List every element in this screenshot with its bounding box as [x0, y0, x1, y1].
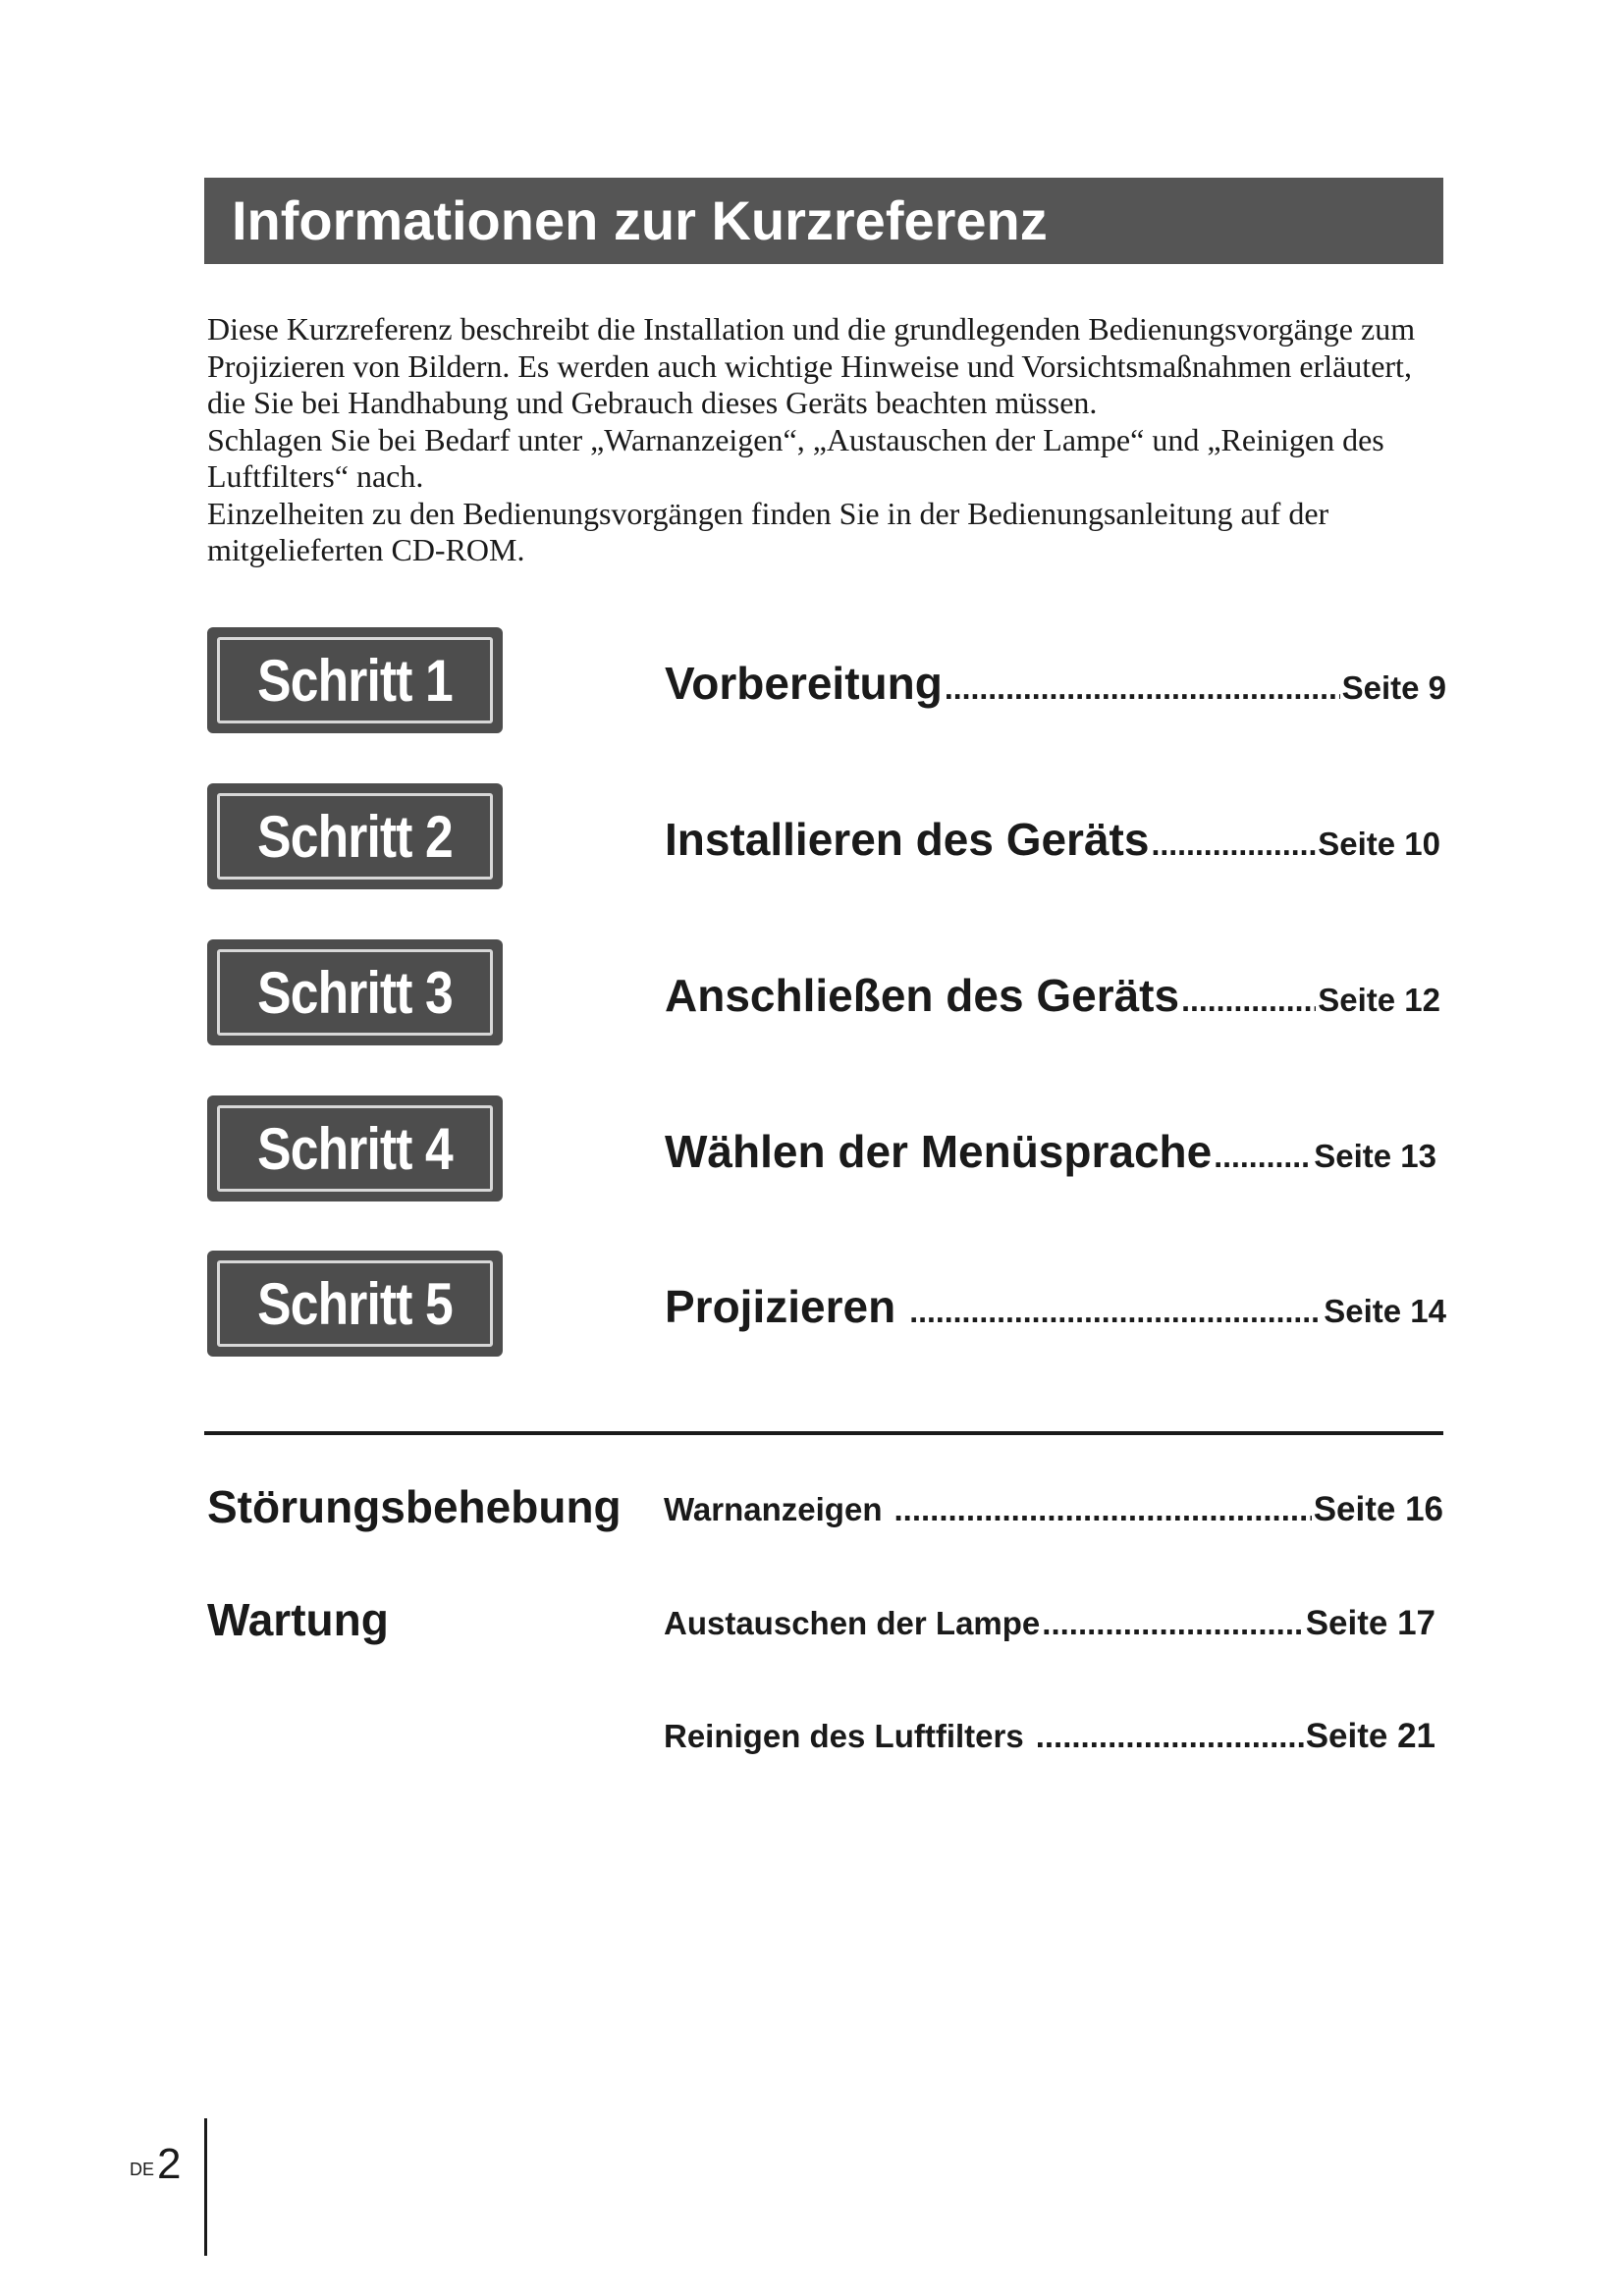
step-badge-label: Schritt 4: [257, 1115, 453, 1182]
toc-page-ref: Seite 10: [1318, 826, 1440, 862]
intro-text: [207, 311, 1446, 569]
toc-page-ref: Seite 13: [1314, 1138, 1436, 1174]
sub-toc-page-ref: Seite 21: [1305, 1717, 1435, 1755]
toc-title: Vorbereitung: [665, 658, 943, 709]
toc-entry[interactable]: [665, 969, 1440, 1022]
step-badge: [207, 783, 503, 889]
toc-leader-dots: [893, 1491, 1311, 1528]
toc-page-ref: Seite 14: [1324, 1293, 1446, 1329]
step-badge: [207, 1251, 503, 1357]
step-badge: [207, 1095, 503, 1201]
sub-toc-title: Reinigen des Luftfilters: [664, 1718, 1024, 1754]
intro-paragraph: Einzelheiten zu den Bedienungsvorgängen finden Sie in der Bedienungsanleitung auf der mitgelieferten CD-ROM.: [207, 495, 1329, 567]
toc-entry[interactable]: [665, 657, 1446, 710]
header-bar: [204, 178, 1443, 264]
toc-title: Projizieren: [665, 1281, 896, 1332]
step-row-2: [207, 783, 1446, 891]
toc-leader-dots: [1036, 1718, 1304, 1755]
toc-page-ref: Seite 9: [1341, 669, 1446, 706]
step-badge: [207, 627, 503, 733]
footer-rule: [204, 2118, 207, 2256]
step-badge-label: Schritt 2: [257, 803, 453, 870]
toc-leader-dots: [1042, 1605, 1303, 1642]
step-row-1: [207, 627, 1446, 735]
toc-entry[interactable]: [665, 813, 1440, 866]
step-badge-label: Schritt 3: [257, 959, 453, 1026]
sub-toc-entry[interactable]: [664, 1717, 1435, 1756]
toc-leader-dots: [1151, 827, 1316, 863]
step-badge-label: Schritt 5: [257, 1270, 453, 1337]
footer-page-number: 2: [157, 2140, 182, 2188]
sub-toc-entry[interactable]: [664, 1490, 1443, 1529]
toc-entry[interactable]: [665, 1125, 1436, 1178]
step-row-3: [207, 939, 1446, 1047]
section-label-maintenance: Wartung: [207, 1594, 389, 1645]
toc-leader-dots: [1214, 1139, 1312, 1175]
toc-title: Anschließen des Geräts: [665, 970, 1180, 1021]
section-divider: [204, 1431, 1443, 1435]
step-row-5: [207, 1251, 1446, 1359]
step-row-4: [207, 1095, 1446, 1203]
toc-title: Wählen der Menüsprache: [665, 1126, 1213, 1177]
toc-page-ref: Seite 12: [1318, 982, 1440, 1018]
intro-paragraph: Diese Kurzreferenz beschreibt die Installation und die grundlegenden Bedienungsvorgänge zum Projizieren von Bildern. Es werden auch wichtige Hinweise und Vorsichtsmaßnahmen erläutert, die Sie bei Handhabung und Gebrauch dieses Geräts beachten müssen.: [207, 311, 1416, 420]
intro-paragraph: Schlagen Sie bei Bedarf unter „Warnanzeigen“, „Austauschen der Lampe“ und „Reinigen des Luftfilters“ nach.: [207, 421, 1384, 494]
step-badge-label: Schritt 1: [257, 647, 453, 714]
sub-toc-page-ref: Seite 16: [1313, 1490, 1443, 1528]
toc-leader-dots: [1181, 983, 1316, 1019]
footer-language-code: DE: [130, 2160, 155, 2179]
step-badge: [207, 939, 503, 1045]
sub-toc-title: Warnanzeigen: [664, 1491, 883, 1527]
sub-toc-page-ref: Seite 17: [1305, 1604, 1435, 1642]
toc-entry[interactable]: [665, 1280, 1446, 1333]
toc-title: Installieren des Geräts: [665, 814, 1150, 865]
toc-leader-dots: [945, 670, 1340, 707]
sub-toc-entry[interactable]: [664, 1604, 1435, 1643]
toc-leader-dots: [909, 1294, 1322, 1330]
sub-toc-title: Austauschen der Lampe: [664, 1605, 1041, 1641]
page-title: Informationen zur Kurzreferenz: [232, 189, 1048, 251]
section-label-troubleshooting: Störungsbehebung: [207, 1481, 622, 1532]
